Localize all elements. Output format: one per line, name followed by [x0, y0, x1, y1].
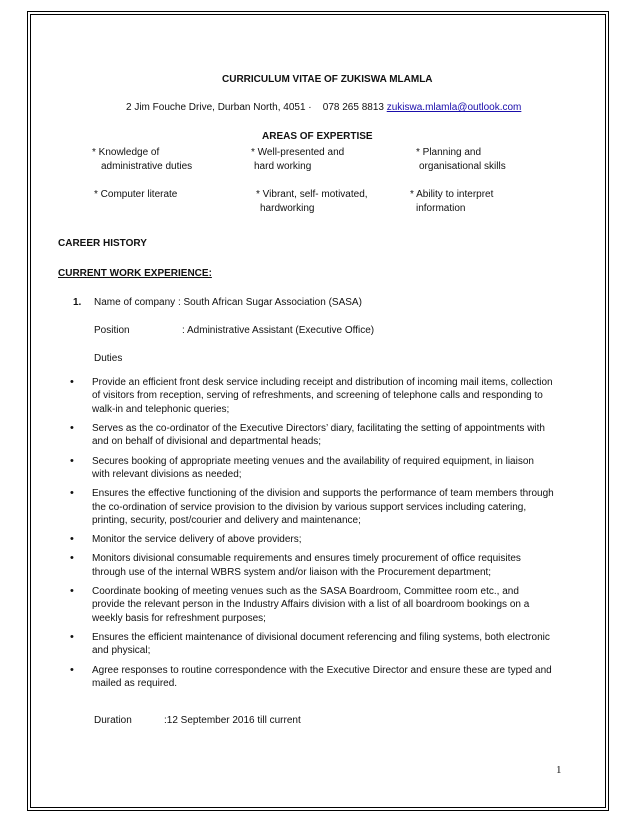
- list-item: • Secures booking of appropriate meeting venues and the availability of required equipment, in liaison with relevant divisions as needed;: [70, 455, 554, 482]
- duties-list: [70, 376, 554, 696]
- contact-line: [126, 102, 521, 114]
- current-work-heading: CURRENT WORK EXPERIENCE:: [58, 268, 212, 279]
- list-item: • Ensures the efficient maintenance of divisional document referencing and filing systems, both electronic and physical;: [70, 631, 554, 658]
- expertise-item-1: * Knowledge of administrative duties: [92, 147, 193, 172]
- company-value: : South African Sugar Association (SASA): [177, 297, 362, 308]
- expertise-item-5: * Vibrant, self- motivated, hardworking: [256, 189, 368, 214]
- list-item: • Provide an efficient front desk service including receipt and distribution of incoming mail items, collection of visitors from reception, serving of refreshments, and screening of telephone calls and responding to walk-in and telephonic queries;: [70, 376, 554, 416]
- expertise-item-3: * Planning and organisational skills: [416, 147, 506, 172]
- contact-email-link[interactable]: zukiswa.mlamla@outlook.com: [386, 102, 522, 113]
- duration-label: Duration: [94, 715, 132, 726]
- career-history-heading: CAREER HISTORY: [58, 238, 147, 249]
- list-item: • Coordinate booking of meeting venues such as the SASA Boardroom, Committee room etc., and provide the relevant person in the Industry Affairs division with a list of all boardroom bookings on a weekly basis for refreshment purposes;: [70, 585, 554, 625]
- contact-phone: 078 265 8813: [322, 102, 384, 113]
- list-item: • Monitor the service delivery of above providers;: [70, 533, 554, 546]
- position-value: : Administrative Assistant (Executive Office): [182, 325, 375, 336]
- list-item: • Monitors divisional consumable requirements and ensures timely procurement of office requisites through use of the internal WBRS system and/or liaison with the Procurement department;: [70, 552, 554, 579]
- list-item: • Serves as the co-ordinator of the Executive Directors’ diary, facilitating the setting of appointments with and on behalf of divisional and departmental heads;: [70, 422, 554, 449]
- company-line: [94, 297, 362, 309]
- company-label: Name of company: [94, 297, 176, 308]
- document-title: CURRICULUM VITAE OF ZUKISWA MLAMLA: [222, 74, 433, 85]
- expertise-item-6: * Ability to interpret information: [410, 189, 494, 214]
- contact-address: 2 Jim Fouche Drive, Durban North, 4051 ·: [126, 102, 312, 113]
- duration-value: :12 September 2016 till current: [164, 715, 301, 726]
- list-item: • Agree responses to routine correspondence with the Executive Director and ensure these are typed and mailed as required.: [70, 664, 554, 691]
- list-item: • Ensures the effective functioning of the division and supports the performance of team members through the co-ordination of service provision to the division by various support services including catering, printing, security, post/courier and delivery and maintenance;: [70, 487, 554, 527]
- expertise-item-4: * Computer literate: [94, 189, 178, 200]
- expertise-item-2: * Well-presented and hard working: [251, 147, 345, 172]
- page-number: 1: [556, 764, 562, 776]
- expertise-heading: AREAS OF EXPERTISE: [262, 131, 373, 142]
- job-number: 1.: [73, 297, 82, 308]
- duties-label: Duties: [94, 353, 123, 364]
- position-label: Position: [94, 325, 130, 336]
